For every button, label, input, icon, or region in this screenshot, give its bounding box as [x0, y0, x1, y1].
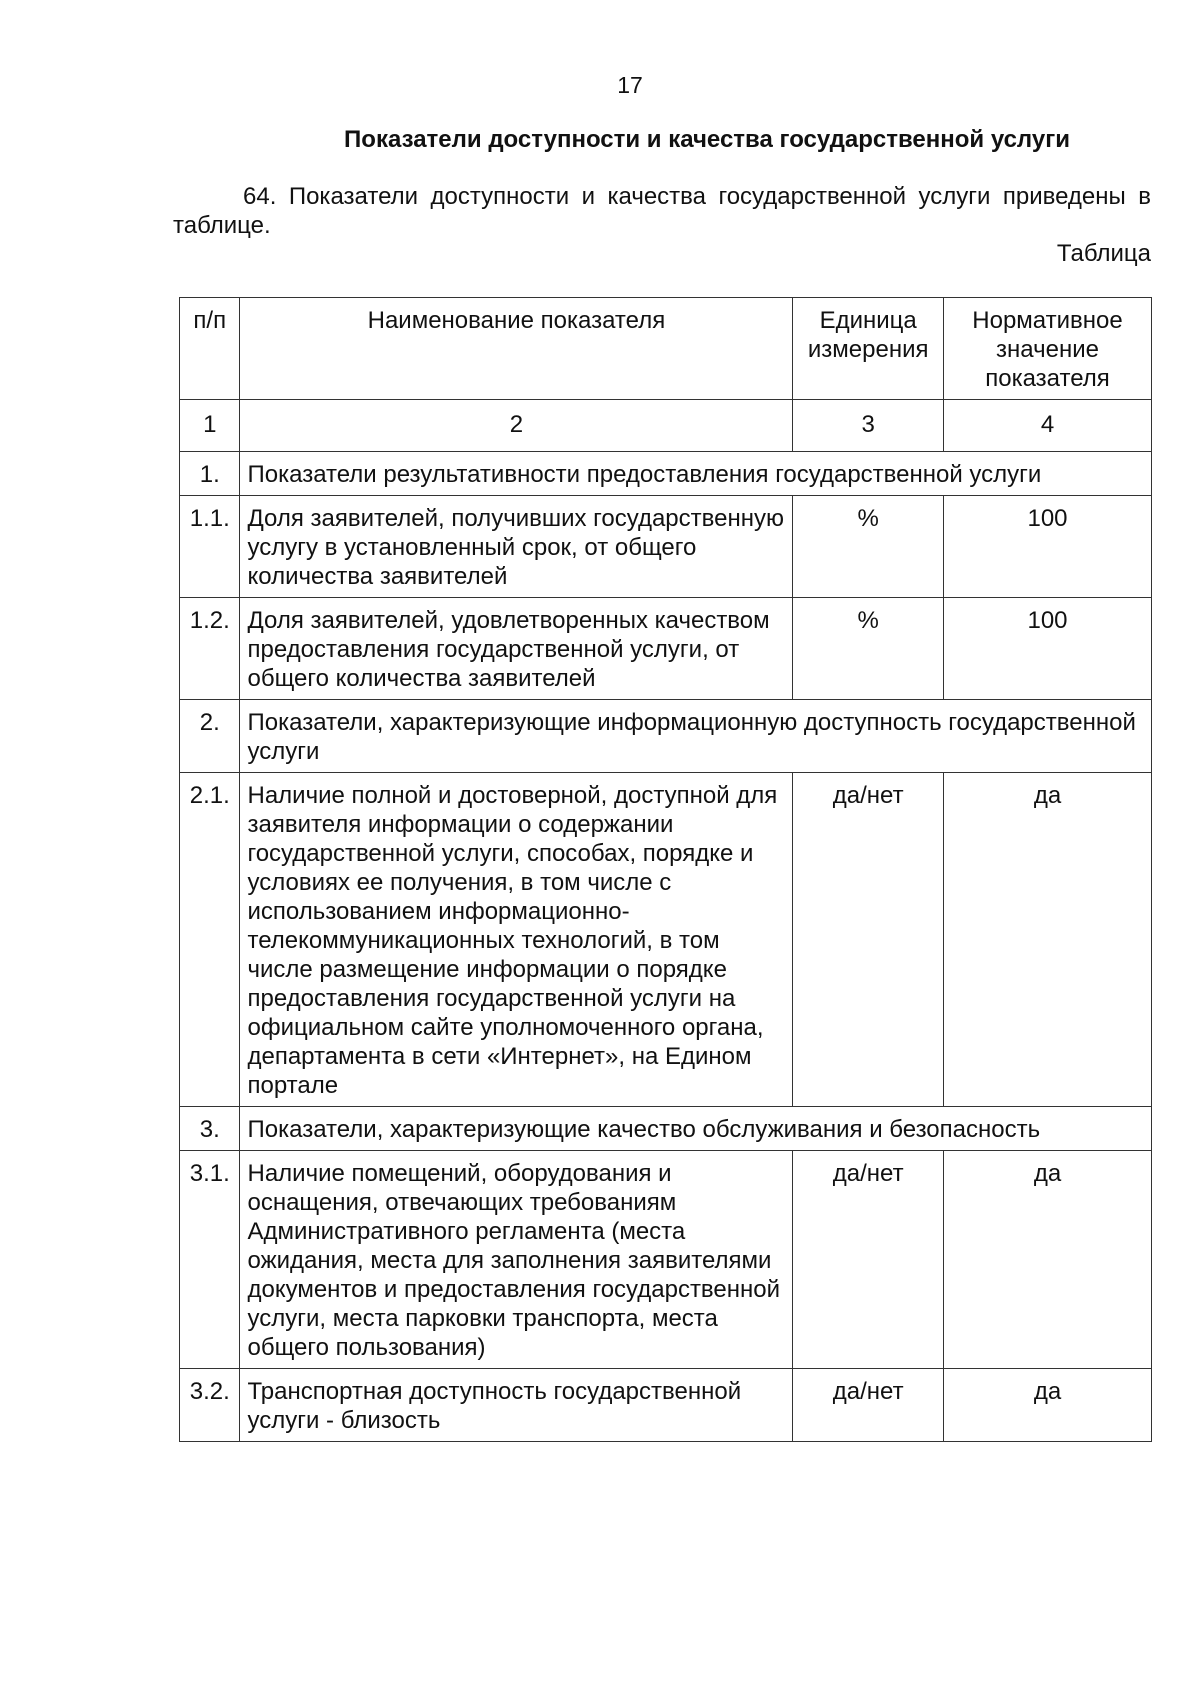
- indicator-name: Доля заявителей, удовлетворенных качеством предоставления государственной услуги, от общего количества заявителей: [240, 598, 793, 700]
- indicator-norm: да: [944, 1369, 1152, 1442]
- row-number: 1.: [180, 452, 240, 496]
- table-row: [180, 496, 1152, 598]
- row-number: 1.1.: [180, 496, 240, 598]
- table-row: [180, 1151, 1152, 1369]
- column-number: 2: [240, 400, 793, 452]
- section-heading: Показатели доступности и качества государственной услуги: [344, 126, 1070, 153]
- indicator-name: Транспортная доступность государственной услуги - близость: [240, 1369, 793, 1442]
- row-number: 3.1.: [180, 1151, 240, 1369]
- row-number: 1.2.: [180, 598, 240, 700]
- indicator-name: Наличие полной и достоверной, доступной для заявителя информации о содержании государственной услуги, способах, порядке и условиях ее получения, в том числе с использованием информационно-телекоммуникационных технологий, в том числе размещение информации о порядке предоставления государственной услуги на официальном сайте уполномоченного органа, департамента в сети «Интернет», на Едином портале: [240, 773, 793, 1107]
- indicator-unit: да/нет: [793, 773, 944, 1107]
- row-number: 3.2.: [180, 1369, 240, 1442]
- indicator-name: Доля заявителей, получивших государственную услугу в установленный срок, от общего количества заявителей: [240, 496, 793, 598]
- indicator-norm: 100: [944, 496, 1152, 598]
- column-number: 1: [180, 400, 240, 452]
- row-number: 2.1.: [180, 773, 240, 1107]
- indicator-unit: %: [793, 496, 944, 598]
- table-section-row: [180, 700, 1152, 773]
- indicator-unit: да/нет: [793, 1151, 944, 1369]
- header-num: п/п: [180, 298, 240, 400]
- indicators-table: [179, 297, 1152, 1442]
- table-row: [180, 598, 1152, 700]
- page-number: 17: [617, 72, 643, 98]
- row-number: 3.: [180, 1107, 240, 1151]
- header-name: Наименование показателя: [240, 298, 793, 400]
- table-section-row: [180, 452, 1152, 496]
- row-number: 2.: [180, 700, 240, 773]
- indicator-unit: %: [793, 598, 944, 700]
- table-row: [180, 773, 1152, 1107]
- table-caption: Таблица: [1056, 240, 1151, 267]
- header-norm: Нормативное значение показателя: [944, 298, 1152, 400]
- section-title: Показатели, характеризующие информационную доступность государственной услуги: [240, 700, 1152, 773]
- indicator-norm: 100: [944, 598, 1152, 700]
- indicator-norm: да: [944, 1151, 1152, 1369]
- table-header-row: [180, 298, 1152, 400]
- column-number: 3: [793, 400, 944, 452]
- indicator-name: Наличие помещений, оборудования и оснащения, отвечающих требованиям Административного регламента (места ожидания, места для заполнения заявителями документов и предоставления государственной услуги, места парковки транспорта, места общего пользования): [240, 1151, 793, 1369]
- intro-paragraph: 64. Показатели доступности и качества государственной услуги приведены в таблице.: [173, 183, 1151, 239]
- column-numbers-row: [180, 400, 1152, 452]
- table-section-row: [180, 1107, 1152, 1151]
- column-number: 4: [944, 400, 1152, 452]
- table-row: [180, 1369, 1152, 1442]
- section-title: Показатели результативности предоставления государственной услуги: [240, 452, 1152, 496]
- section-title: Показатели, характеризующие качество обслуживания и безопасность: [240, 1107, 1152, 1151]
- indicator-norm: да: [944, 773, 1152, 1107]
- header-unit: Единица измерения: [793, 298, 944, 400]
- indicator-unit: да/нет: [793, 1369, 944, 1442]
